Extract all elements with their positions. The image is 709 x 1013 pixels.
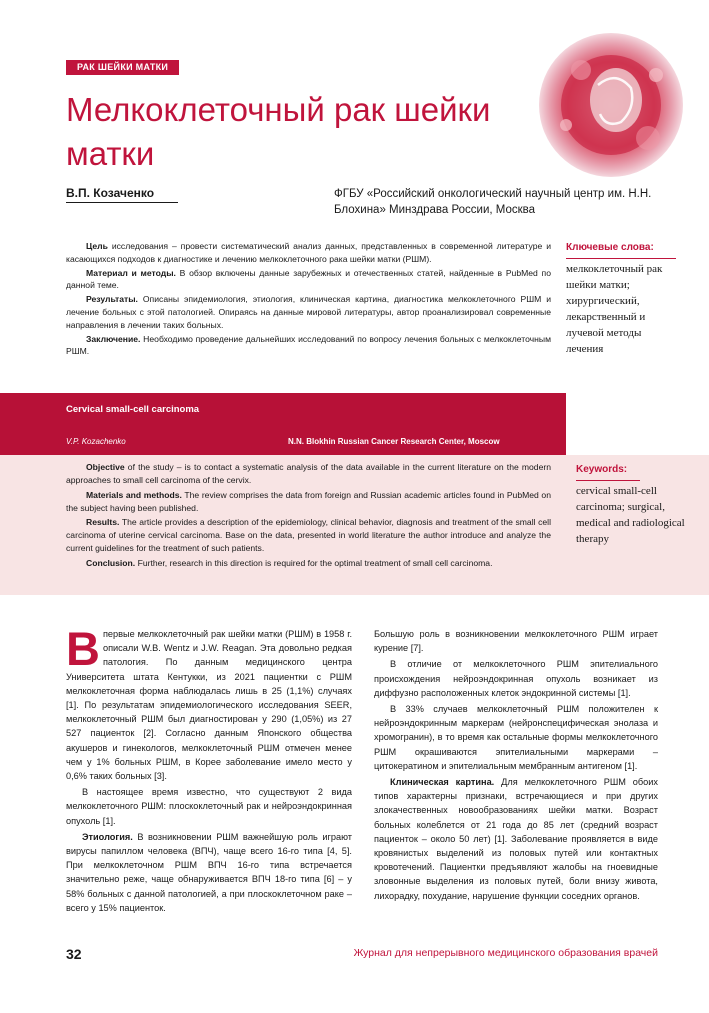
keywords-en-text: cervical small-cell carcinoma; surgical, medical and radiological therapy — [576, 485, 685, 545]
body-text: первые мелкоклеточный рак шейки матки (РШМ) в 1958 г. описали W.B. Wentz и J.W. Reagan. Эта довольно редкая патология. По данным медицинского центра Университета штата Кентукки, из 2021 пациентки с РШМ мелкоклеточная форма наблюдалась лишь в 25 (1,1%) случаях [1]. По результатам эпидемиологического исследования SEER, мелкоклеточный РШМ был диагностирован у 290 (1,05%) из 27 527 пациенток [2]. Согласно данным Японского общества акушеров и гинекологов, мелкоклеточный РШМ отмечен менее чем у 1% больных РШМ, в Корее заболевание имело место у 0,6% таких больных [3]. — [66, 629, 352, 782]
abstract-en-objective-label: Objective — [86, 462, 125, 472]
keywords-english — [576, 462, 686, 547]
english-author: V.P. Kozachenko — [66, 437, 126, 446]
english-affiliation: N.N. Blokhin Russian Cancer Research Center, Moscow — [288, 437, 500, 446]
abstract-conclusion — [66, 333, 551, 358]
body-column-left — [66, 622, 352, 917]
body-paragraph — [66, 830, 352, 915]
body-paragraph: В настоящее время известно, что существуют 2 вида мелкоклеточного РШМ: плоскоклеточный рак и нейроэндокринная опухоль [1]. — [66, 787, 352, 826]
english-title: Cervical small-cell carcinoma — [66, 404, 200, 415]
body-column-right — [374, 627, 658, 905]
abstract-conclusion-text: Необходимо проведение дальнейших исследований по вопросу лечения больных с мелкоклеточным РШМ. — [66, 333, 551, 357]
abstract-objective-text: исследования – провести систематический анализ данных, представленных в современной литературе и касающихся подходов к диагностике и лечению мелкоклеточного рака шейки матки (РШМ). — [66, 241, 551, 264]
keywords-text: мелкоклеточный рак шейки матки; хирургический, лекарственный и лучевой методы лечения — [566, 263, 663, 355]
page-number: 32 — [66, 946, 82, 962]
abstract-en-methods-label: Materials and methods. — [86, 489, 182, 500]
cervix-illustration — [536, 30, 686, 180]
abstract-objective — [66, 240, 551, 265]
keywords-russian — [566, 240, 676, 357]
abstract-en-results-label: Results. — [86, 517, 120, 527]
body-paragraph — [66, 622, 352, 783]
body-paragraph: В 33% случаев мелкоклеточный РШМ положителен к нейроэндокринным маркерам (нейронспецифическая энолаза и хромогранин), в то время как остальные формы мелкоклеточного РШМ окрашиваются эпителиальными маркерами – цитокератином и эпителиальным мембранным антигеном [1]. — [374, 704, 658, 771]
body-paragraph: В отличие от мелкоклеточного РШМ эпителиального происхождения нейроэндокринная опухоль возникает из диффузно расположенных клеток эндокринной системы [1]. — [374, 659, 658, 698]
keywords-heading: Ключевые слова: — [566, 240, 676, 259]
abstract-en-methods-text: The review comprises the data from foreign and Russian academic articles found in PubMed on the subject having been published. — [66, 489, 551, 513]
abstract-objective-label: Цель — [86, 241, 108, 251]
abstract-methods-label: Материал и методы. — [86, 267, 176, 278]
abstract-en-objective — [66, 461, 551, 487]
abstract-results-label: Результаты. — [86, 294, 138, 305]
abstract-en-conclusion-text: Further, research in this direction is required for the optimal treatment of small cell carcinoma. — [135, 557, 493, 568]
abstract-results — [66, 293, 551, 331]
journal-name: Журнал для непрерывного медицинского образования врачей — [353, 947, 658, 959]
author-affiliation: ФГБУ «Российский онкологический научный центр им. Н.Н. Блохина» Минздрава России, Москва — [334, 188, 652, 216]
drop-cap: В — [66, 622, 100, 675]
article-title: Мелкоклеточный рак шейки матки — [66, 91, 491, 172]
body-paragraph: Большую роль в возникновении мелкоклеточного РШМ играет курение [7]. — [374, 629, 658, 654]
abstract-en-results-text: The article provides a description of the epidemiology, clinical behavior, diagnosis and treatment of the small cell carcinoma of uterine cervical carcinoma. Base on the data, presented in world literature the author introduce and analyze the current guidelines for the treatment of such patients. — [66, 517, 551, 553]
abstract-results-text: Описаны эпидемиология, этиология, клиническая картина, диагностика мелкоклеточного РШМ и лечение больных с этой патологией. Опираясь на данные мировой литературы, автор проанализировал современные направления в лечении таких больных. — [66, 294, 551, 330]
abstract-english — [66, 461, 551, 571]
abstract-methods — [66, 267, 551, 292]
keywords-en-heading: Keywords: — [576, 462, 640, 481]
abstract-conclusion-label: Заключение. — [86, 333, 141, 344]
abstract-en-results — [66, 516, 551, 555]
section-label-clinical: Клиническая картина. — [390, 777, 495, 788]
abstract-en-objective-text: of the study – is to contact a systematic analysis of the data available in the current literature on the modern approaches to small cell carcinoma of the cervix. — [66, 462, 551, 485]
abstract-en-conclusion-label: Conclusion. — [86, 557, 136, 568]
body-text: В возникновении РШМ важнейшую роль играют вирусы папиллом человека (ВПЧ), чаще всего 16-го типа [4, 5]. При мелкоклеточном РШМ ВПЧ 16-го типа встречается значительно реже, чаще обнаруживается ВПЧ 18-го типа [6] – у 58% больных с данной патологией, а при плоскоклеточном раке – всего у 15% пациенток. — [66, 831, 352, 913]
abstract-methods-text: В обзор включены данные зарубежных и отечественных статей, найденные в PubMed по данной теме. — [66, 267, 551, 291]
body-text: Для мелкоклеточного РШМ обоих типов характерны признаки, встречающиеся и при других злокачественных новообразованиях шейки матки. Возраст больных колеблется от 21 года до 85 лет (средний возраст пациенток – около 50 лет) [1]. Заболевание проявляется в виде кровянистых выделений из половых путей или контактных кровотечений. Пациентки предъявляют жалобы на гноевидные зловонные выделения из половых путей, боли внизу живота, лихорадку, похудание, нарушение функции соседних органов. — [374, 777, 659, 901]
abstract-en-methods — [66, 489, 551, 515]
abstract-russian — [66, 240, 551, 359]
author-name: В.П. Козаченко — [66, 186, 178, 203]
section-label-etiology: Этиология. — [82, 831, 133, 842]
body-paragraph — [374, 775, 658, 903]
section-tag: РАК ШЕЙКИ МАТКИ — [66, 60, 179, 75]
abstract-en-conclusion — [66, 557, 551, 570]
